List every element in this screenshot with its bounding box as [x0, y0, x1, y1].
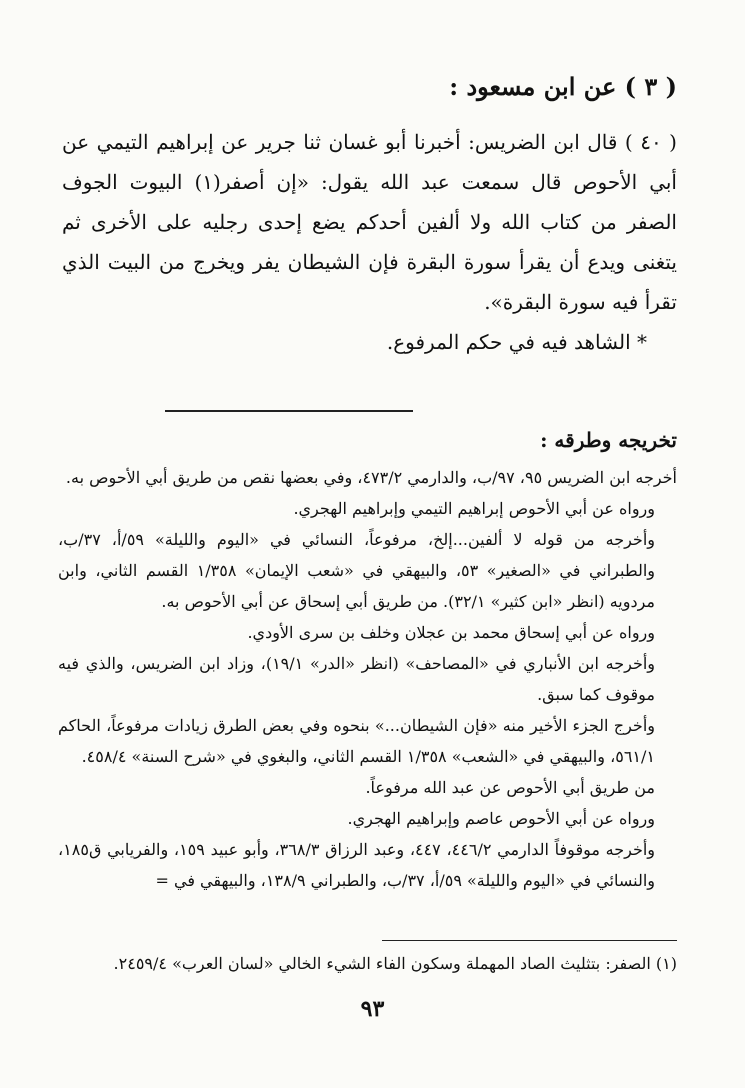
witness-note: * الشاهد فيه في حكم المرفوع. [386, 330, 647, 354]
note-line: ورواه عن أبي الأحوص إبراهيم التيمي وإبراهيم الهجري. [293, 499, 655, 518]
page-number: ٩٣ [360, 996, 385, 1022]
note-line: وأخرجه من قوله لا ألفين...إلخ، مرفوعاً، النسائي في «اليوم والليلة» ٥٩/أ، ٣٧/ب، والطبراني في «الصغير» ٥٣، والبيهقي في «شعب الإيمان» ١/٣٥٨ القسم الثاني، وابن مردويه (انظر «ابن كثير» ٣٢/١). من طريق أبي إسحاق عن أبي الأحوص به. [58, 530, 655, 611]
footnote-rule [382, 940, 677, 941]
section-heading: ( ٣ ) عن ابن مسعود : [449, 72, 677, 101]
note-line: ورواه عن أبي إسحاق محمد بن عجلان وخلف بن سرى الأودي. [247, 623, 655, 642]
note-line: وأخرجه موقوفاً الدارمي ٤٤٦/٢، ٤٤٧، وعبد الرزاق ٣٦٨/٣، وأبو عبيد ١٥٩، والفريابي ق١٨٥، والنسائي في «اليوم والليلة» ٥٩/أ، ٣٧/ب، والطبراني ١٣٨/٩، والبيهقي في = [58, 840, 656, 890]
note-line: ورواه عن أبي الأحوص عاصم وإبراهيم الهجري. [347, 809, 655, 828]
takhrij-heading: تخريجه وطرقه : [540, 428, 677, 452]
note-line: وأخرجه ابن الأنباري في «المصاحف» (انظر «الدر» ١٩/١)، وزاد ابن الضريس، والذي فيه موقوف كما سبق. [58, 654, 656, 704]
footnote: (١) الصفر: بتثليث الصاد المهملة وسكون الفاء الشيء الخالي «لسان العرب» ٢٤٥٩/٤. [113, 954, 677, 973]
note-line: أخرجه ابن الضريس ٩٥، ٩٧/ب، والدارمي ٤٧٣/٢، وفي بعضها نقص من طريق أبي الأحوص به. [65, 468, 677, 487]
main-text [62, 70, 677, 362]
takhrij-notes [58, 462, 677, 896]
note-line: من طريق أبي الأحوص عن عبد الله مرفوعاً. [365, 778, 655, 797]
separator-rule [165, 410, 413, 412]
note-line: وأخرج الجزء الأخير منه «فإن الشيطان...» بنحوه وفي بعض الطرق زيادات مرفوعاً، الحاكم ٥٦١/١، والبيهقي في «الشعب» ١/٣٥٨ القسم الثاني، والبغوي في «شرح السنة» ٤٥٨/٤. [58, 716, 655, 766]
hadith-paragraph: ( ٤٠ ) قال ابن الضريس: أخبرنا أبو غسان ثنا جرير عن إبراهيم التيمي عن أبي الأحوص قال سمعت عبد الله يقول: «إن أصفر(١) البيوت الجوف الصفر من كتاب الله ولا ألفين أحدكم يضع إحدى رجليه على الأخرى ثم يتغنى ويدع أن يقرأ سورة البقرة فإن الشيطان يفر ويخرج من البيت الذي تقرأ فيه سورة البقرة». [62, 130, 677, 314]
